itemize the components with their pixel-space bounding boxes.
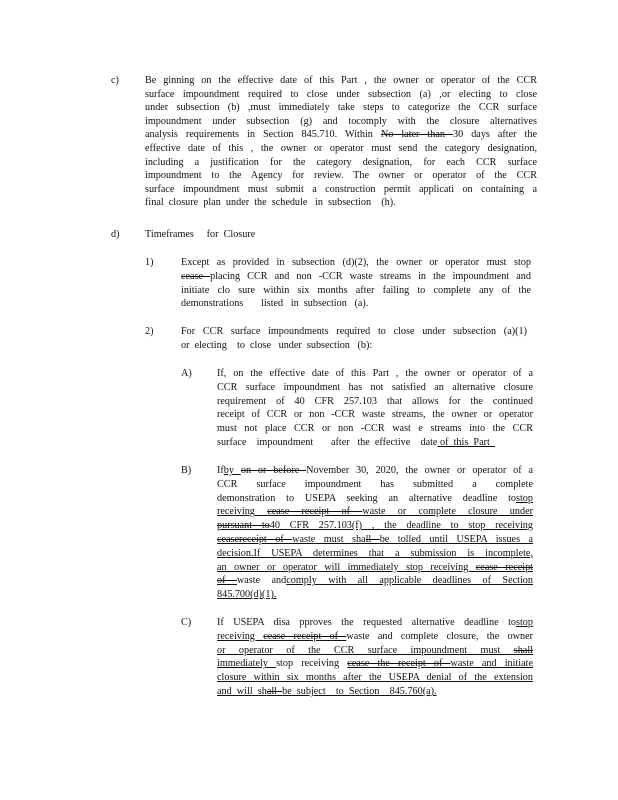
text-segment: analysis requirements in Section 845.710. Within (145, 129, 381, 141)
inserted-text: comply with all applicable deadlines of Section (286, 575, 533, 587)
inserted-text: closure within six months after the USEPA denial of the extension (217, 672, 533, 684)
text-line (217, 630, 533, 643)
struck-text: ceasereceipt of (217, 534, 293, 545)
struck-text: shall (513, 644, 533, 656)
text-segment: November 30, 2020, the owner or operator of a (306, 465, 533, 476)
text-segment: receipt of CCR or non -CCR waste streams, the owner or operator (217, 409, 533, 421)
text-line (217, 574, 533, 587)
text-segment: surface impoundment must submit a construction permit applicati on containing a (145, 183, 537, 195)
text-segment: Be ginning on the effective date of this Part , the owner or operator of the CCR (145, 75, 537, 86)
text-line (217, 671, 533, 684)
text-line (217, 408, 533, 421)
text-segment: demonstration to USEPA seeking an alternative deadline to (217, 492, 517, 504)
struck-text: No later than (380, 129, 454, 141)
inserted-text: waste must sha (292, 534, 366, 545)
inserted-text: receiving (217, 506, 268, 518)
text-line (145, 142, 537, 155)
item-1-label: 1) (145, 257, 154, 268)
inserted-text: 845.700(d)(1). (217, 589, 277, 601)
text-line (181, 284, 531, 297)
inserted-text: and will sh (217, 686, 267, 697)
inserted-text: receiving (217, 630, 264, 642)
text-line (145, 156, 537, 169)
text-line (145, 183, 537, 196)
struck-text: cease receipt of (263, 630, 347, 642)
text-line (217, 561, 533, 574)
text-line (217, 588, 533, 601)
inserted-text: be subject to Section 845.760(a). (282, 686, 437, 697)
text-line (217, 616, 533, 629)
struck-text: of (217, 575, 237, 587)
paragraph-d-heading: Timeframes for Closure (145, 229, 256, 240)
item-b-label: B) (181, 465, 192, 476)
text-line (217, 381, 533, 394)
inserted-text: 40 CFR 257.103(f) , the deadline to stop receiving (269, 520, 533, 532)
text-line (217, 533, 533, 546)
text-segment: final closure plan under the schedule in subsection (h). (145, 197, 396, 209)
inserted-text: by (223, 465, 241, 476)
text-line (181, 297, 531, 310)
struck-text: pursuant to (217, 520, 270, 532)
text-line (145, 101, 537, 114)
inserted-text: stop (516, 617, 533, 628)
text-segment: Except as provided in subsection (d)(2), the owner or operator must stop (181, 257, 531, 268)
inserted-text: waste or complete closure under (362, 506, 534, 518)
item-2-label: 2) (145, 326, 154, 337)
text-segment: impoundment under subsection (g) and tocomply with the closure alternatives (145, 115, 537, 127)
text-line (217, 395, 533, 408)
struck-text: on or before (240, 465, 307, 476)
item-c-label: C) (181, 617, 192, 628)
text-segment: waste and (236, 575, 287, 587)
struck-text: cease the receipt of (347, 658, 451, 670)
text-line (145, 88, 537, 101)
text-line (217, 505, 533, 518)
text-line (181, 325, 527, 338)
text-segment: stop receiving (276, 658, 348, 670)
text-line (145, 169, 537, 182)
text-segment: under subsection (b) ,must immediately take steps to categorize the CCR surface (145, 102, 537, 114)
text-line (217, 547, 533, 560)
text-line (217, 367, 533, 380)
text-line (145, 115, 537, 128)
inserted-text: decision.If USEPA determines that a submission is incomplete, (217, 547, 533, 559)
text-line (217, 436, 533, 449)
text-line (145, 74, 537, 87)
text-segment: If USEPA disa pproves the requested alternative deadline to (217, 617, 517, 628)
text-segment: surface impoundment after the effective date (217, 437, 438, 448)
struck-text: cease (181, 270, 211, 282)
struck-text: cease receipt (475, 561, 533, 573)
text-line (217, 644, 533, 657)
text-segment: demonstrations listed in subsection (a). (181, 298, 369, 310)
text-line (181, 339, 527, 352)
text-line (217, 685, 533, 698)
inserted-text: or operator of the CCR surface impoundment must (217, 644, 514, 656)
inserted-text: an owner or operator will immediately stop receiving (217, 561, 476, 573)
inserted-text: stop (516, 492, 533, 504)
text-segment: impoundment to the Agency for review. The owner or operator of the CCR (145, 170, 537, 182)
text-segment: surface impoundment required to close under subsection (a) ,or electing to close (145, 88, 537, 100)
text-segment: placing CCR and non -CCR waste streams in the impoundment and (210, 270, 531, 282)
struck-text: cease receipt of (267, 506, 363, 518)
inserted-text: immediately (217, 658, 277, 670)
inserted-text: be tolled until USEPA issues a (379, 534, 534, 545)
text-line (145, 196, 537, 209)
text-segment: CCR surface impoundment has not satisfied an alternative closure (217, 381, 533, 393)
text-line (217, 422, 533, 435)
text-segment: waste and complete closure, the owner (346, 630, 533, 642)
text-segment: effective date of this , the owner or operator must send the category designation, (145, 143, 537, 154)
paragraph-c-label: c) (111, 75, 119, 86)
text-segment: initiate clo sure within six months after failing to complete any of the (181, 284, 531, 296)
inserted-text: waste and initiate (450, 658, 533, 670)
text-segment: For CCR surface impoundments required to close under subsection (a)(1) (181, 326, 527, 337)
struck-text: all (266, 686, 283, 697)
text-line (217, 492, 533, 505)
text-line (217, 478, 533, 491)
text-segment: If (217, 465, 224, 476)
struck-text: ll (365, 534, 380, 545)
item-a-label: A) (181, 368, 192, 379)
text-segment: 30 days after the (453, 129, 538, 141)
text-line (217, 464, 533, 477)
text-segment: If, on the effective date of this Part , the owner or operator of a (217, 368, 533, 379)
text-line (145, 128, 537, 141)
text-line (217, 519, 533, 532)
text-line (181, 256, 531, 269)
text-line (217, 657, 533, 670)
text-segment: or electing to close under subsection (b): (181, 339, 373, 351)
text-segment: including a justification for the category designation, for each CCR surface (145, 156, 537, 168)
paragraph-d-label: d) (111, 229, 120, 240)
text-segment: must not place CCR or non -CCR wast e streams into the CCR (217, 423, 533, 435)
text-segment: CCR surface impoundment has submitted a complete (217, 478, 533, 490)
inserted-text: of this Part (437, 437, 495, 448)
text-segment: requirement of 40 CFR 257.103 that allows for the continued (217, 395, 533, 407)
text-line (181, 270, 531, 283)
